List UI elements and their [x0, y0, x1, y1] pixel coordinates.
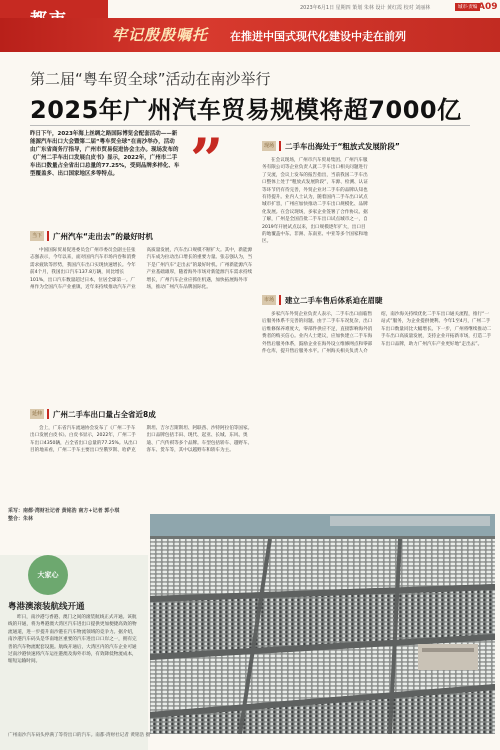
byline — [8, 507, 119, 523]
sidebar-body: 昨日，南沙港与香港、澳门之间的滚装航线正式开通。该航线的开通，将为粤港澳大湾区汽车进出口提供更加便捷高效的物流通道，进一步提升南沙港在汽车物流领域的竞争力。据介绍，南沙港汽车码头是华南地区重要的汽车进出口口岸之一，拥有完善的汽车物流配套设施。航线开通后，大湾区内的汽车企业可通过南沙港快速将汽车运往港澳及海外市场，有效降低物流成本，缩短运输时间。 — [8, 615, 137, 665]
section-4-body: 多家汽车外贸企业负责人表示，二手车出口面临售后服务体系不完善的问题。由于二手车车况复杂，出口后维修保养难度大，零部件供应不足，直接影响海外消费者的购买信心。业内人士建议，应加快建立二手车海外售后服务体系，鼓励企业在海外设立维修网点和零部件仓库，提升售后服务水平。广州海关相关负责人介绍，南沙海关持续优化二手车出口通关流程，推行“一站式”服务，为企业提供便利。今年1至4月，广州二手车出口数量同比大幅增长。下一步，广州将继续推动二手车出口高质量发展，支持企业开拓新市场，打造二手车出口品牌，助力广州汽车产业更好地“走出去”。 — [262, 312, 492, 355]
banner-calligraphy: 牢记殷殷嘱托 — [112, 26, 209, 44]
sidebar-badge: 大家心 — [28, 555, 68, 595]
subhead-1-tag: 现场 — [263, 143, 274, 149]
section-2-body: 中国国际贸易促进委员会广州市委员会副主任张志强表示，今年以来，面对国内汽车市场内卷和消费需求疲软等形势，我国汽车出口实现快速增长。今年前4个月，我国出口汽车137.8万辆，同比增长101%，出口汽车数量超过日本，位居全球第一。广州作为全国汽车产业重镇，近年来持续推动汽车产业高质量发展，汽车出口规模不断扩大。其中，新能源汽车成为拉动出口增长的重要力量。张志强认为，当下是广州汽车“走出去”的最好时机。广州新能源汽车产业基础雄厚，随着海外市场对新能源汽车需求持续增长，广州汽车企业应抓住机遇，加快拓展海外市场，推动广州汽车品牌国际化。 — [30, 248, 253, 291]
subhead-3 — [30, 408, 156, 420]
photo-caption: 广州南沙汽车码头停满了等待出口的汽车。南都·湾财社记者 黄铭浩 摄 — [8, 733, 151, 738]
subhead-1-title: 二手车出海处于“粗放式发展阶段” — [285, 141, 400, 151]
headline: 2025年广州汽车贸易规模将超7000亿 — [30, 96, 462, 124]
banner-slogan: 在推进中国式现代化建设中走在前列 — [230, 30, 406, 43]
section-1-body: 在会议现场，广州市汽车贸易集团、广州汽车服务有限公司等企业负责人就二手车出口相关问题进行了交流，会议上发布的报告指出，当前我国二手车出口整体上处于“粗放式发展阶段”，车源、检测、认证等环节仍有待完善，外贸企业对二手车的品牌认知也有待提升。业内人士认为，随着国内二手车出口试点城市扩容，广州应加快推动二手车出口规模化、品牌化发展。在会议现场，多家企业签署了合作协议。据了解，广州是全国首批二手车出口试点城市之一，自2019年开展试点以来，出口规模逐年扩大，出口目的地覆盖中东、非洲、东南亚、中亚等多个国家和地区。 — [262, 158, 368, 245]
subhead-3-title: 广州二手车出口量占全省近8成 — [53, 409, 156, 419]
subhead-2-title: 广州汽车“走出去”的最好时机 — [53, 231, 153, 241]
subhead-3-bar — [47, 409, 49, 419]
page-number: A09 — [478, 2, 498, 12]
byline-editor: 整合：朱林 — [8, 516, 34, 522]
lead-paragraph: 昨日下午，2023年海上丝绸之路国际博览会配套活动——新能源汽车出口大会暨第二届“粤车贸全球”在南沙举办，活动由广东省商务厅指导，广州市贸易促进协会主办。现场发布的《广州二手车出口发展白皮书》显示，2022年，广州市二手车出口数量占全省出口总量的77.25%，受到品牌多样化、车型覆盖多、出口国家地区多等特点。 — [30, 131, 180, 177]
sidebar-title: 粤港澳滚装航线开通 — [8, 602, 85, 612]
kicker: 第二届“粤车贸全球”活动在南沙举行 — [30, 70, 271, 88]
subhead-4-title: 建立二手车售后体系迫在眉睫 — [285, 295, 383, 305]
dateline: 2023年6月1日 星期四 策划 朱林 设计 黄红霞 校对 刘丽林 — [300, 5, 431, 11]
byline-reporters: 采写：南都·湾财社记者 黄铭浩 南方+记者 郭小琪 — [8, 508, 120, 514]
editor-tag: 城市·责编 — [455, 3, 480, 11]
subhead-2-tag: 当下 — [31, 233, 42, 239]
subhead-4-tag: 市场 — [263, 297, 274, 303]
subhead-2 — [30, 230, 153, 242]
subhead-4-bar — [279, 295, 281, 305]
subhead-3-tag: 延伸 — [31, 411, 42, 417]
subhead-1 — [262, 140, 400, 152]
headline-rule — [30, 125, 470, 126]
section-1-body-cont — [380, 157, 492, 289]
section-3-body: 会上，广东省汽车流通协会发布了《广州二手车出口发展白皮书》。白皮书显示，2022年，广州二手车出口4350辆，占全省出口总量的77.25%。从出口目的地来看，广州二手车主要出口至俄罗斯、哈萨克斯坦、吉尔吉斯斯坦、阿联酋、沙特阿拉伯等国家。出口品牌包括丰田、现代、起亚、长城、东风、奥迪、广汽传祺等多个品牌。车型包括轿车、越野车、客车、货车等，其中以越野车和轿车为主。 — [30, 426, 253, 454]
subhead-1-bar — [279, 141, 281, 151]
car-terminal-photo-art — [150, 514, 495, 734]
subhead-4 — [262, 294, 383, 306]
quote-mark-icon: ” — [190, 126, 224, 194]
banner — [0, 18, 500, 52]
subhead-2-bar — [47, 231, 49, 241]
car-terminal-photo — [150, 514, 495, 734]
